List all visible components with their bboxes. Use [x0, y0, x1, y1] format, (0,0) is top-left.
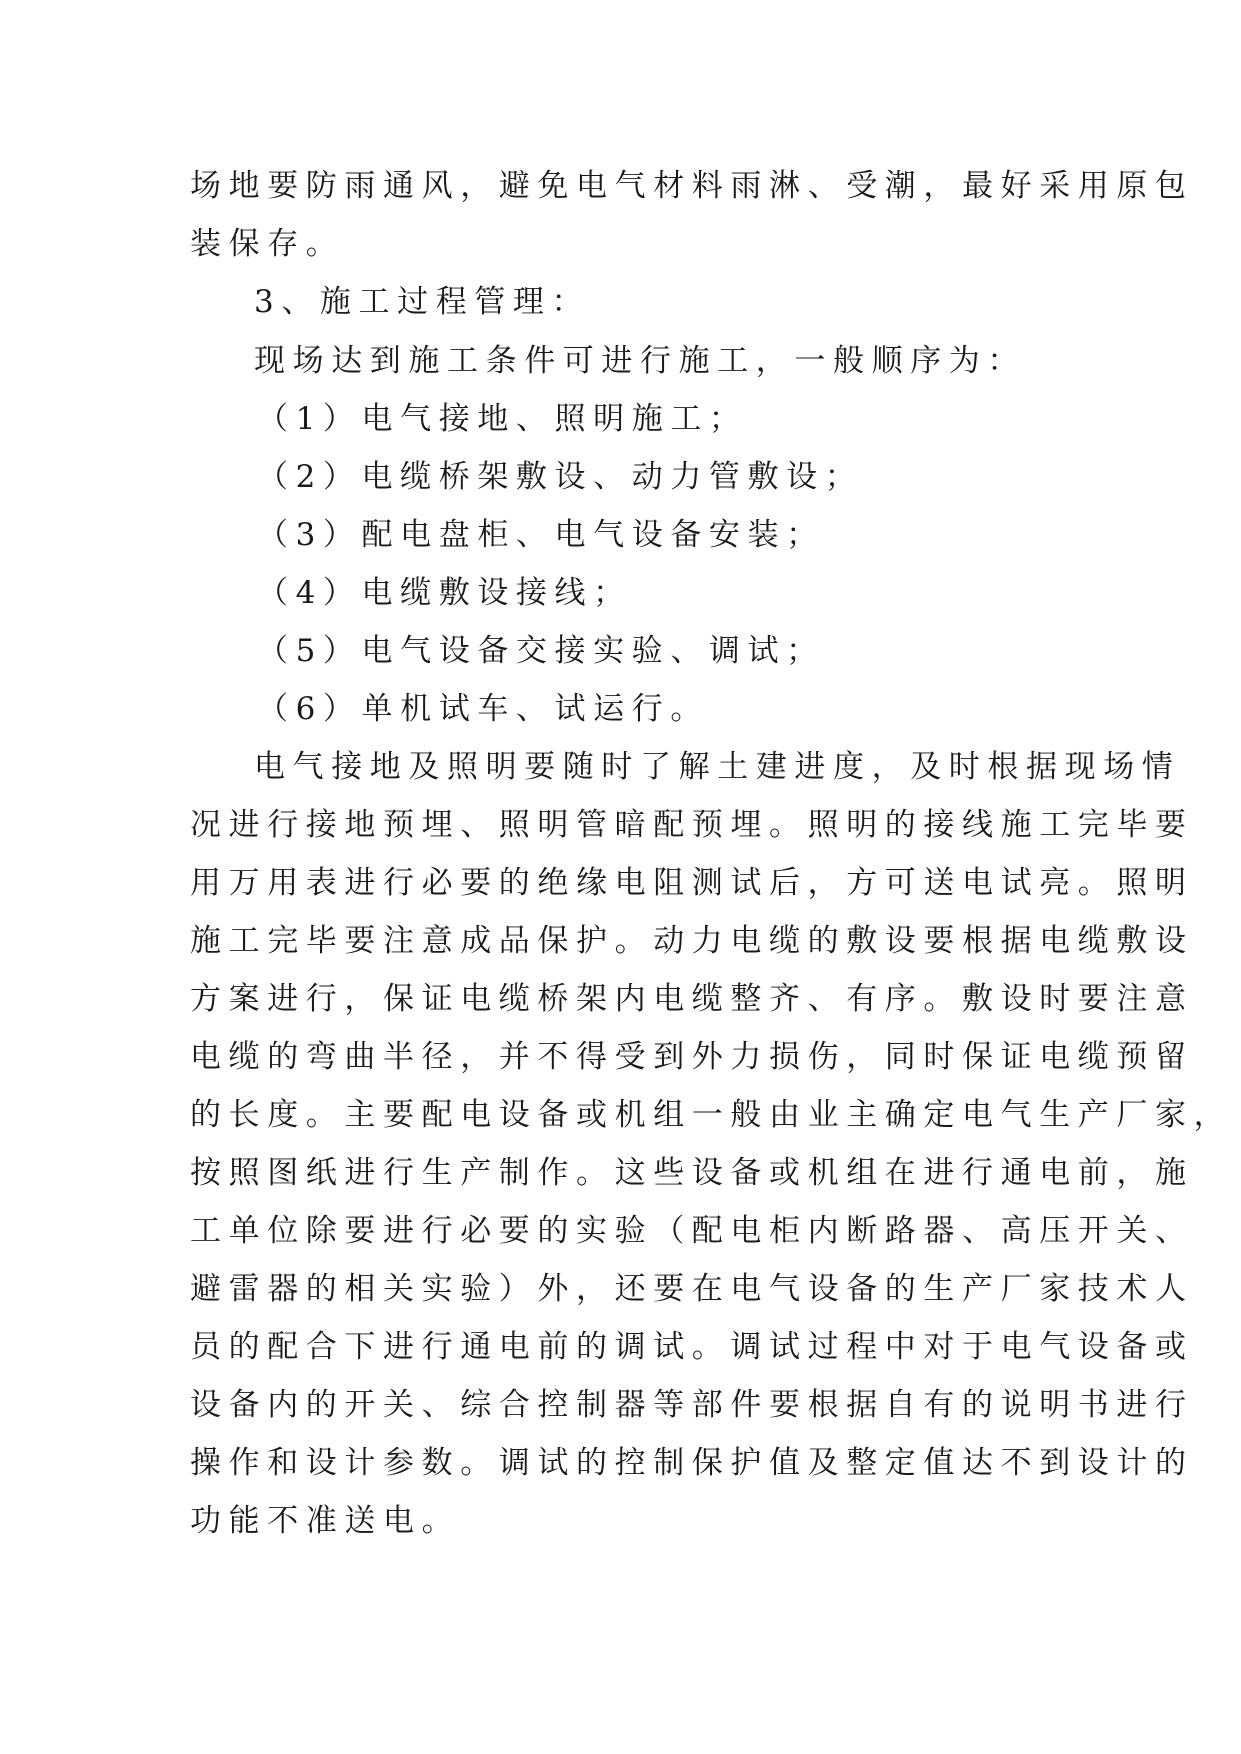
text-line: 电缆的弯曲半径，并不得受到外力损伤，同时保证电缆预留	[190, 1039, 1194, 1075]
text-line: 场地要防雨通风，避免电气材料雨淋、受潮，最好采用原包	[190, 168, 1194, 204]
text-line: 电气接地及照明要随时了解土建进度，及时根据现场情	[254, 749, 1181, 785]
text-line: 按照图纸进行生产制作。这些设备或机组在进行通电前，施	[190, 1155, 1194, 1191]
text-line: 施工完毕要注意成品保护。动力电缆的敷设要根据电缆敷设	[190, 923, 1194, 959]
text-line: 况进行接地预埋、照明管暗配预埋。照明的接线施工完毕要	[190, 807, 1194, 843]
list-item: （3）配电盘柜、电气设备安装；	[257, 517, 825, 553]
text-line: 员的配合下进行通电前的调试。调试过程中对于电气设备或	[190, 1329, 1194, 1365]
text-line: 避雷器的相关实验）外，还要在电气设备的生产厂家技术人	[190, 1271, 1194, 1307]
text-line: 现场达到施工条件可进行施工，一般顺序为：	[254, 343, 1026, 379]
section-heading: 3、施工过程管理：	[254, 284, 591, 320]
text-line: 操作和设计参数。调试的控制保护值及整定值达不到设计的	[190, 1445, 1194, 1481]
text-line: 用万用表进行必要的绝缘电阻测试后，方可送电试亮。照明	[190, 865, 1194, 901]
text-line: 工单位除要进行必要的实验（配电柜内断路器、高压开关、	[190, 1213, 1194, 1249]
list-item: （5）电气设备交接实验、调试；	[257, 633, 825, 669]
text-line: 功能不准送电。	[190, 1503, 461, 1539]
list-item: （6）单机试车、试运行。	[257, 691, 709, 727]
text-line: 装保存。	[190, 226, 345, 262]
list-item: （4）电缆敷设接线；	[257, 575, 632, 611]
list-item: （1）电气接地、照明施工；	[257, 401, 748, 437]
text-line: 方案进行，保证电缆桥架内电缆整齐、有序。敷设时要注意	[190, 981, 1194, 1017]
text-line: 设备内的开关、综合控制器等部件要根据自有的说明书进行	[190, 1387, 1194, 1423]
list-item: （2）电缆桥架敷设、动力管敷设；	[257, 459, 864, 495]
text-line: 的长度。主要配电设备或机组一般由业主确定电气生产厂家，	[190, 1097, 1233, 1133]
